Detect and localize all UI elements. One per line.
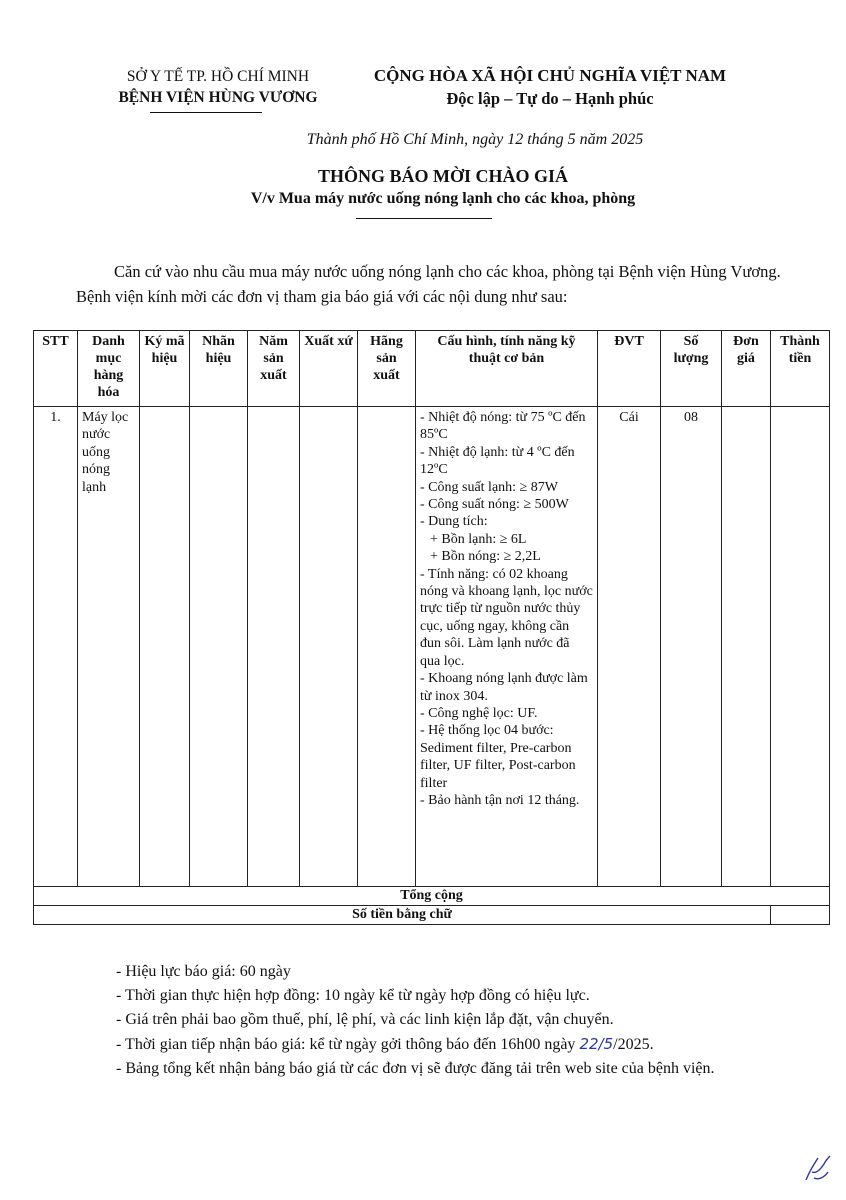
words-row xyxy=(34,906,830,925)
col-header: Ký mã hiệu xyxy=(140,331,190,407)
department-name: SỞ Y TẾ TP. HỒ CHÍ MINH xyxy=(126,68,310,85)
hospital-name: BỆNH VIỆN HÙNG VƯƠNG xyxy=(118,89,318,106)
note-contract-time: - Thời gian thực hiện hợp đồng: 10 ngày kể từ ngày hợp đồng có hiệu lực. xyxy=(116,987,590,1004)
empty-cell xyxy=(300,407,358,887)
empty-cell xyxy=(358,407,416,887)
country-name: CỘNG HÒA XÃ HỘI CHỦ NGHĨA VIỆT NAM xyxy=(373,66,727,85)
notes-section xyxy=(76,960,806,1081)
col-header: STT xyxy=(34,331,78,407)
col-header: Số lượng xyxy=(661,331,722,407)
spec-line: + Bồn nóng: ≥ 2,2L xyxy=(430,549,541,565)
empty-cell xyxy=(722,407,771,887)
row-stt: 1. xyxy=(34,407,78,887)
note-price-inclusion: - Giá trên phải bao gồm thuế, phí, lệ phí, và các linh kiện lắp đặt, vận chuyển. xyxy=(116,1011,614,1028)
deadline-suffix: /2025. xyxy=(613,1036,654,1053)
handwritten-date: 22/5 xyxy=(579,1035,614,1053)
col-header: Xuất xứ xyxy=(300,331,358,407)
national-header xyxy=(340,64,760,110)
spec-line: - Công suất lạnh: ≥ 87W xyxy=(420,479,558,495)
deadline-prefix: - Thời gian tiếp nhận báo giá: kể từ ngày gởi thông báo đến 16h00 ngày xyxy=(116,1036,580,1053)
document-title: THÔNG BÁO MỜI CHÀO GIÁ xyxy=(317,166,568,186)
note-deadline xyxy=(76,1032,806,1057)
spec-line: - Dung tích: xyxy=(420,514,488,530)
amount-in-words-label: Số tiền bằng chữ xyxy=(34,906,771,925)
table-row xyxy=(34,407,830,887)
intro-paragraph: Căn cứ vào nhu cầu mua máy nước uống nóng lạnh cho các khoa, phòng tại Bệnh viện Hùng Vương. Bệnh viện kính mời các đơn vị tham gia báo giá với các nội dung như sau: xyxy=(76,262,781,306)
empty-cell xyxy=(248,407,300,887)
row-item-name: Máy lọc nước uống nóng lạnh xyxy=(78,407,140,887)
empty-cell xyxy=(771,906,830,925)
col-header: Cấu hình, tính năng kỹ thuật cơ bản xyxy=(416,331,598,407)
row-unit: Cái xyxy=(598,407,661,887)
left-header-rule xyxy=(150,112,262,113)
spec-line: - Nhiệt độ lạnh: từ 4 ºC đến 12ºC xyxy=(420,444,575,478)
col-header: Nhãn hiệu xyxy=(190,331,248,407)
empty-cell xyxy=(771,407,830,887)
subtitle-rule xyxy=(356,218,492,219)
spec-line: - Tính năng: có 02 khoang nóng và khoang lạnh, lọc nước trực tiếp từ nguồn nước thủy cục, uống ngay, không cần đun sôi. Làm lạnh nước đã qua lọc. xyxy=(420,566,593,669)
total-row xyxy=(34,887,830,906)
col-header: Hãng sản xuất xyxy=(358,331,416,407)
total-label: Tổng cộng xyxy=(34,887,830,906)
col-header: Đơn giá xyxy=(722,331,771,407)
spec-line: - Khoang nóng lạnh được làm từ inox 304. xyxy=(420,671,588,704)
empty-cell xyxy=(140,407,190,887)
note-validity: - Hiệu lực báo giá: 60 ngày xyxy=(116,963,291,980)
date-line: Thành phố Hồ Chí Minh, ngày 12 tháng 5 năm 2025 xyxy=(306,131,644,148)
spec-line: - Công suất nóng: ≥ 500W xyxy=(420,497,569,513)
row-specs xyxy=(416,407,598,887)
row-quantity: 08 xyxy=(661,407,722,887)
col-header: Năm sản xuất xyxy=(248,331,300,407)
quotation-table xyxy=(33,330,830,925)
table-header-row xyxy=(34,331,830,407)
document-subtitle: V/v Mua máy nước uống nóng lạnh cho các khoa, phòng xyxy=(250,190,636,207)
col-header: ĐVT xyxy=(598,331,661,407)
motto: Độc lập – Tự do – Hạnh phúc xyxy=(446,89,654,108)
spec-line: - Công nghệ lọc: UF. xyxy=(420,705,538,721)
empty-cell xyxy=(190,407,248,887)
col-header: Thành tiền xyxy=(771,331,830,407)
org-header-left xyxy=(100,66,336,108)
note-publication: - Bảng tổng kết nhận bảng báo giá từ các đơn vị sẽ được đăng tải trên web site của bệnh viện. xyxy=(116,1060,715,1077)
col-header: Danh mục hàng hóa xyxy=(78,331,140,407)
spec-line: - Hệ thống lọc 04 bước: Sediment filter, Pre-carbon filter, UF filter, Post-carbon filter xyxy=(420,723,576,791)
spec-line: - Bảo hành tận nơi 12 tháng. xyxy=(420,792,580,808)
initials-signature-icon xyxy=(800,1150,834,1186)
spec-line: - Nhiệt độ nóng: từ 75 ºC đến 85ºC xyxy=(420,410,586,443)
spec-line: + Bồn lạnh: ≥ 6L xyxy=(430,531,527,547)
